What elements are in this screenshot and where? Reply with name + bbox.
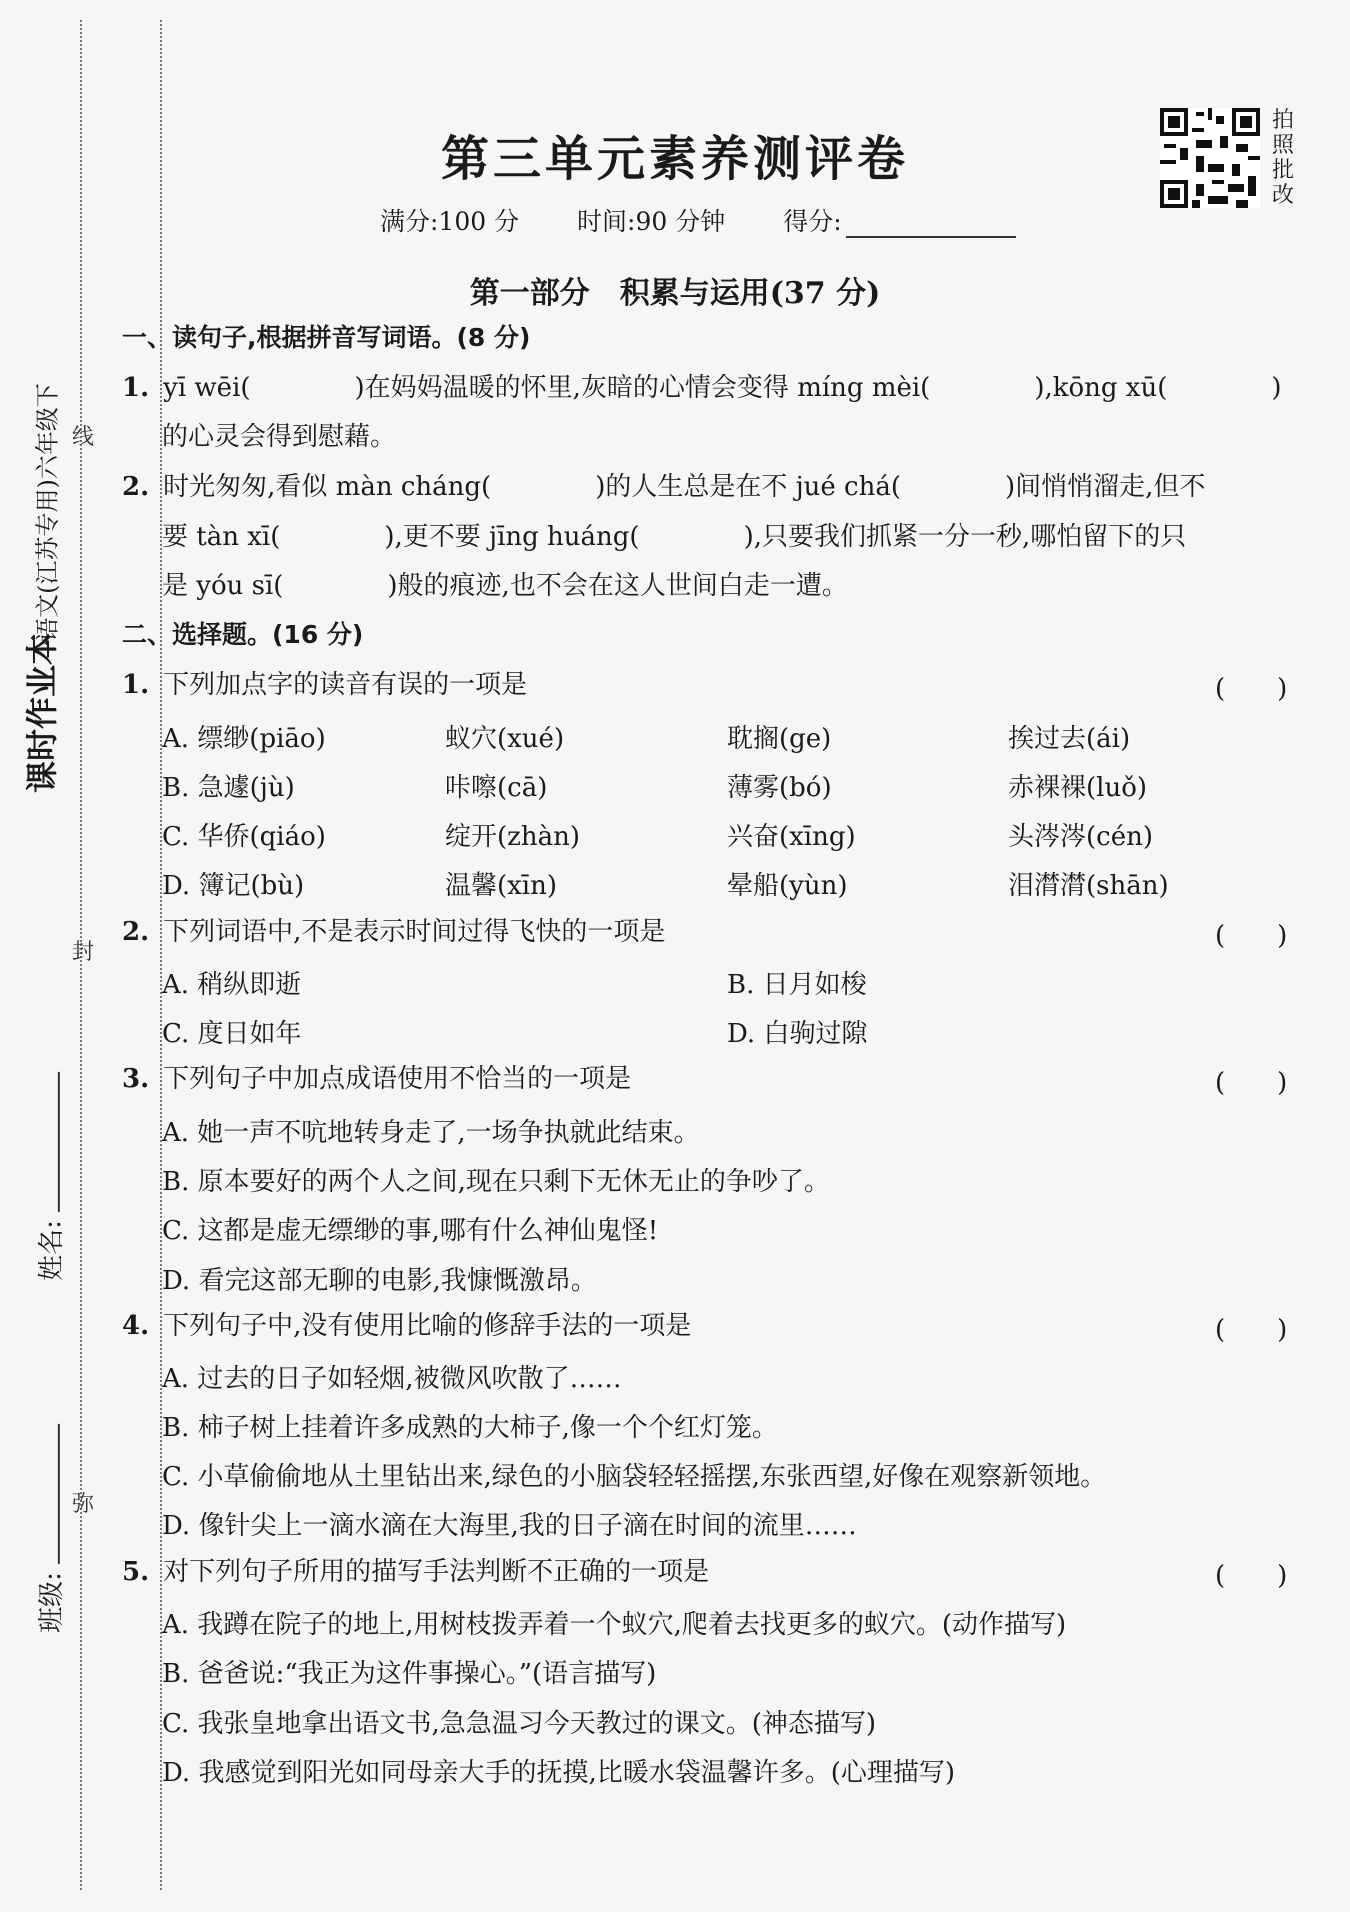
full-score: 满分:100 分 — [380, 207, 520, 236]
question-number: 3. — [122, 1064, 150, 1094]
s2-q4-stem — [122, 1309, 691, 1343]
binding-word-seal: 封 — [72, 940, 95, 965]
qr-caption-char: 批 — [1271, 158, 1294, 183]
qr-caption — [1268, 108, 1298, 208]
q5-option-d[interactable]: D. 我感觉到阳光如同母亲大手的抚摸,比暖水袋温馨许多。(心理描写) — [162, 1758, 956, 1788]
qr-caption-char: 拍 — [1271, 108, 1294, 133]
question-text: 下列句子中,没有使用比喻的修辞手法的一项是 — [163, 1311, 692, 1341]
binding-word-line: 线 — [72, 425, 95, 450]
question-text: 对下列句子所用的描写手法判断不正确的一项是 — [163, 1557, 710, 1587]
s2-q1-stem — [122, 668, 527, 702]
answer-paren[interactable]: ( ) — [1215, 1315, 1288, 1345]
q3-option-a[interactable]: A. 她一声不吭地转身走了,一场争执就此结束。 — [162, 1118, 700, 1148]
q1-option-b2: 咔嚓(cā) — [445, 773, 548, 803]
question-number: 2. — [122, 917, 150, 947]
binding-word-close: 弥 — [72, 1492, 95, 1517]
answer-paren[interactable]: ( ) — [1215, 921, 1288, 951]
section-two-heading: 二、选择题。(16 分) — [122, 620, 364, 649]
book-series-label: 课时作业本 — [23, 633, 61, 794]
class-field[interactable] — [31, 1424, 68, 1633]
q5-option-c[interactable]: C. 我张皇地拿出语文书,急急温习今天教过的课文。(神态描写) — [162, 1709, 877, 1739]
time-limit: 时间:90 分钟 — [577, 207, 726, 236]
class-label: 班级: — [36, 1572, 67, 1633]
qr-code-icon[interactable] — [1160, 108, 1260, 208]
question-number: 2. — [122, 472, 150, 502]
s1-q2-line1 — [122, 470, 1205, 504]
name-label: 姓名: — [36, 1220, 67, 1281]
question-text: 时光匆匆,看似 màn cháng( )的人生总是在不 jué chá( )间悄悄溜走,但不 — [163, 472, 1206, 502]
part-one-title: 第一部分 积累与运用(37 分) — [469, 276, 881, 311]
q4-option-b[interactable]: B. 柿子树上挂着许多成熟的大柿子,像一个个红灯笼。 — [162, 1413, 778, 1443]
question-number: 1. — [122, 373, 150, 403]
q3-option-d[interactable]: D. 看完这部无聊的电影,我慷慨激昂。 — [162, 1266, 597, 1296]
q1-option-c2: 绽开(zhàn) — [445, 822, 580, 852]
s2-q3-stem — [122, 1062, 631, 1096]
q2-option-a[interactable]: A. 稍纵即逝 — [162, 970, 302, 1000]
exam-meta — [380, 202, 1066, 238]
s2-q5-stem — [122, 1555, 709, 1589]
answer-paren[interactable]: ( ) — [1215, 1561, 1288, 1591]
s1-q1-line1 — [122, 371, 1282, 405]
question-text: 下列词语中,不是表示时间过得飞快的一项是 — [163, 917, 666, 947]
section-one-heading: 一、读句子,根据拼音写词语。(8 分) — [122, 323, 531, 352]
answer-paren[interactable]: ( ) — [1215, 1068, 1288, 1098]
q1-option-d2: 温馨(xīn) — [445, 871, 558, 901]
name-blank[interactable] — [36, 1072, 60, 1212]
q1-option-a4: 挨过去(ái) — [1008, 724, 1131, 754]
q1-option-a3: 耽搁(ge) — [727, 724, 832, 754]
q1-option-c4: 头涔涔(cén) — [1008, 822, 1153, 852]
q3-option-c[interactable]: C. 这都是虚无缥缈的事,哪有什么神仙鬼怪! — [162, 1216, 659, 1246]
q3-option-b[interactable]: B. 原本要好的两个人之间,现在只剩下无休无止的争吵了。 — [162, 1167, 830, 1197]
s1-q2-line3: 是 yóu sī( )般的痕迹,也不会在这人世间白走一遭。 — [162, 571, 848, 601]
qr-caption-char: 照 — [1271, 133, 1294, 158]
score-label: 得分: — [783, 207, 842, 236]
q1-option-c1[interactable]: C. 华侨(qiáo) — [162, 822, 326, 852]
q4-option-c[interactable]: C. 小草偷偷地从土里钻出来,绿色的小脑袋轻轻摇摆,东张西望,好像在观察新领地。 — [162, 1462, 1107, 1492]
class-blank[interactable] — [36, 1424, 60, 1564]
q5-option-a[interactable]: A. 我蹲在院子的地上,用树枝拨弄着一个蚁穴,爬着去找更多的蚁穴。(动作描写) — [162, 1610, 1067, 1640]
q2-option-c[interactable]: C. 度日如年 — [162, 1019, 302, 1049]
q4-option-a[interactable]: A. 过去的日子如轻烟,被微风吹散了…… — [162, 1364, 622, 1394]
question-number: 1. — [122, 670, 150, 700]
q1-option-b3: 薄雾(bó) — [727, 773, 832, 803]
qr-caption-char: 改 — [1271, 183, 1294, 208]
answer-paren[interactable]: ( ) — [1215, 674, 1288, 704]
q1-option-c3: 兴奋(xīng) — [727, 822, 856, 852]
q2-option-b[interactable]: B. 日月如梭 — [727, 970, 867, 1000]
q1-option-d3: 晕船(yùn) — [727, 871, 848, 901]
q1-option-b1[interactable]: B. 急遽(jù) — [162, 773, 295, 803]
q5-option-b[interactable]: B. 爸爸说:“我正为这件事操心。”(语言描写) — [162, 1659, 657, 1689]
q1-option-d4: 泪潸潸(shān) — [1008, 871, 1169, 901]
question-text: 下列加点字的读音有误的一项是 — [163, 670, 528, 700]
question-number: 4. — [122, 1311, 150, 1341]
q2-option-d[interactable]: D. 白驹过隙 — [727, 1019, 868, 1049]
question-text: 下列句子中加点成语使用不恰当的一项是 — [163, 1064, 632, 1094]
name-field[interactable] — [31, 1072, 68, 1281]
s2-q2-stem — [122, 915, 665, 949]
page-title: 第三单元素养测评卷 — [440, 131, 909, 187]
q1-option-b4: 赤裸裸(luǒ) — [1008, 773, 1148, 803]
s1-q2-line2: 要 tàn xī( ),更不要 jīng huáng( ),只要我们抓紧一分一秒,哪怕留下的只 — [162, 522, 1187, 552]
s1-q1-line2: 的心灵会得到慰藉。 — [162, 422, 397, 452]
q1-option-a2: 蚁穴(xué) — [445, 724, 565, 754]
question-text: yī wēi( )在妈妈温暖的怀里,灰暗的心情会变得 míng mèi( ),kōng xū( ) — [163, 373, 1282, 403]
question-number: 5. — [122, 1557, 150, 1587]
score-blank[interactable] — [846, 214, 1016, 238]
q1-option-d1[interactable]: D. 簿记(bù) — [162, 871, 305, 901]
q4-option-d[interactable]: D. 像针尖上一滴水滴在大海里,我的日子滴在时间的流里…… — [162, 1511, 857, 1541]
q1-option-a1[interactable]: A. 缥缈(piāo) — [162, 724, 326, 754]
book-subtitle-label: 语文(江苏专用)六年级下 — [33, 383, 62, 642]
